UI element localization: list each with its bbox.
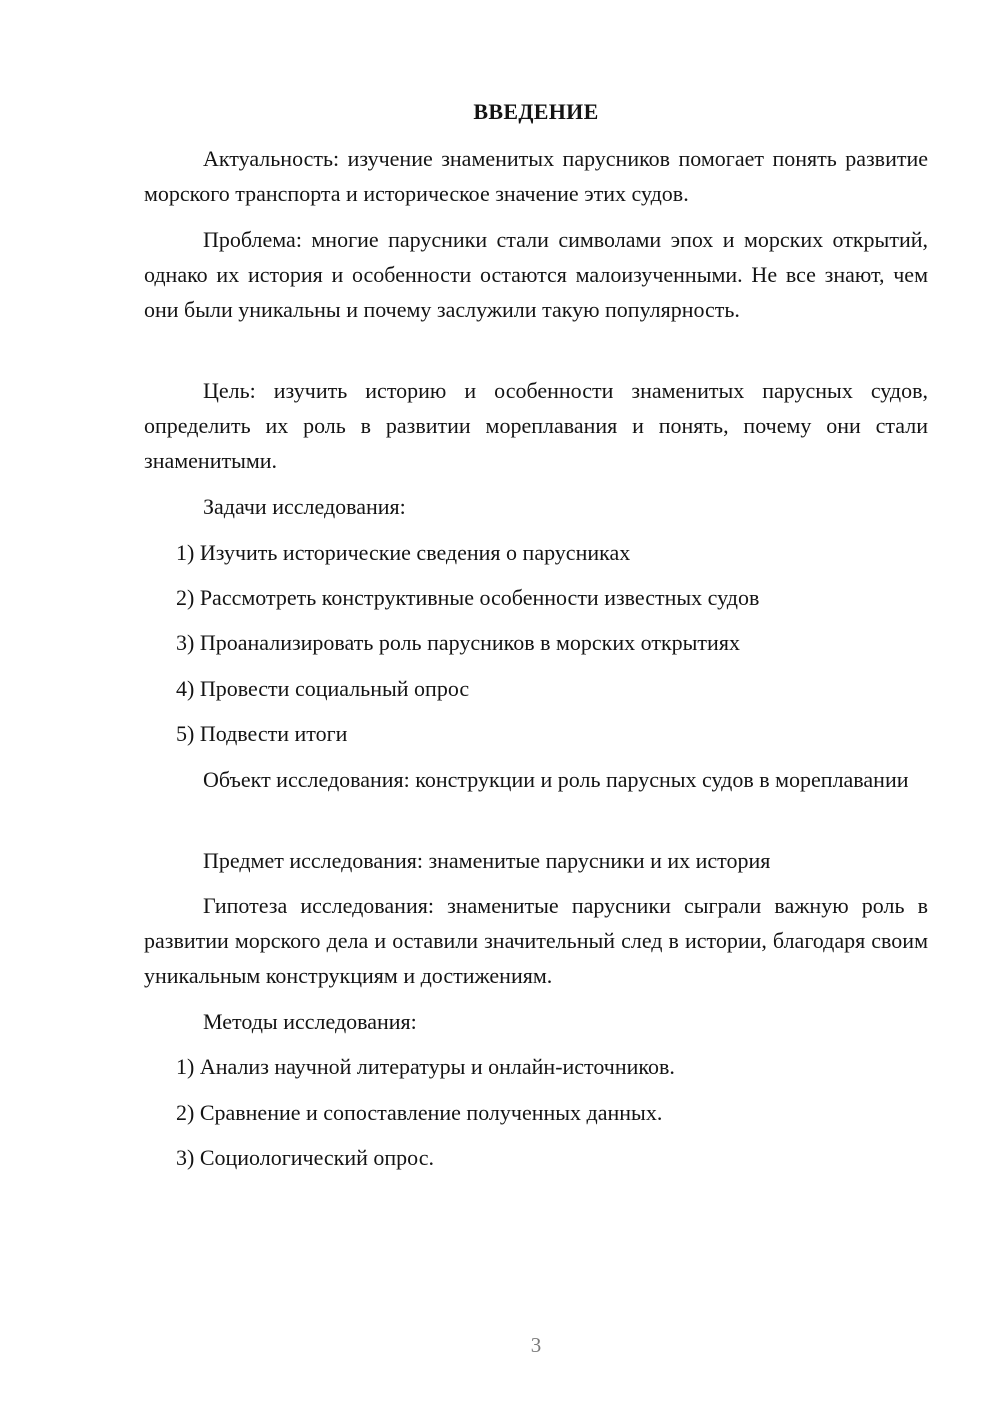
method-item: 2) Сравнение и сопоставление полученных данных.	[176, 1100, 663, 1125]
goal-paragraph: Цель: изучить историю и особенности знаменитых парусных судов, определить их роль в развитии мореплавания и понять, почему они стали знаменитыми.	[144, 378, 928, 473]
task-item: 2) Рассмотреть конструктивные особенности известных судов	[176, 585, 760, 610]
page-title: ВВЕДЕНИЕ	[473, 99, 599, 124]
task-item: 1) Изучить исторические сведения о парусниках	[176, 540, 631, 565]
page-number: 3	[530, 1333, 542, 1357]
hypothesis-paragraph: Гипотеза исследования: знаменитые парусники сыграли важную роль в развитии морского дела и оставили значительный след в истории, благодаря своим уникальным конструкциям и достижениям.	[144, 893, 928, 988]
tasks-heading: Задачи исследования:	[203, 494, 406, 519]
task-item: 5) Подвести итоги	[176, 721, 348, 746]
relevance-paragraph: Актуальность: изучение знаменитых парусников помогает понять развитие морского транспорта и историческое значение этих судов.	[144, 146, 928, 206]
task-item: 4) Провести социальный опрос	[176, 676, 470, 701]
object-paragraph: Объект исследования: конструкции и роль парусных судов в мореплавании	[203, 767, 909, 792]
methods-heading: Методы исследования:	[203, 1009, 417, 1034]
method-item: 1) Анализ научной литературы и онлайн-источников.	[176, 1054, 675, 1079]
subject-paragraph: Предмет исследования: знаменитые парусники и их история	[203, 848, 771, 873]
document-page	[144, 0, 928, 1414]
problem-paragraph: Проблема: многие парусники стали символами эпох и морских открытий, однако их история и особенности остаются малоизученными. Не все знают, чем они были уникальны и почему заслужили такую популярность.	[144, 227, 928, 322]
task-item: 3) Проанализировать роль парусников в морских открытиях	[176, 630, 740, 655]
method-item: 3) Социологический опрос.	[176, 1145, 434, 1170]
